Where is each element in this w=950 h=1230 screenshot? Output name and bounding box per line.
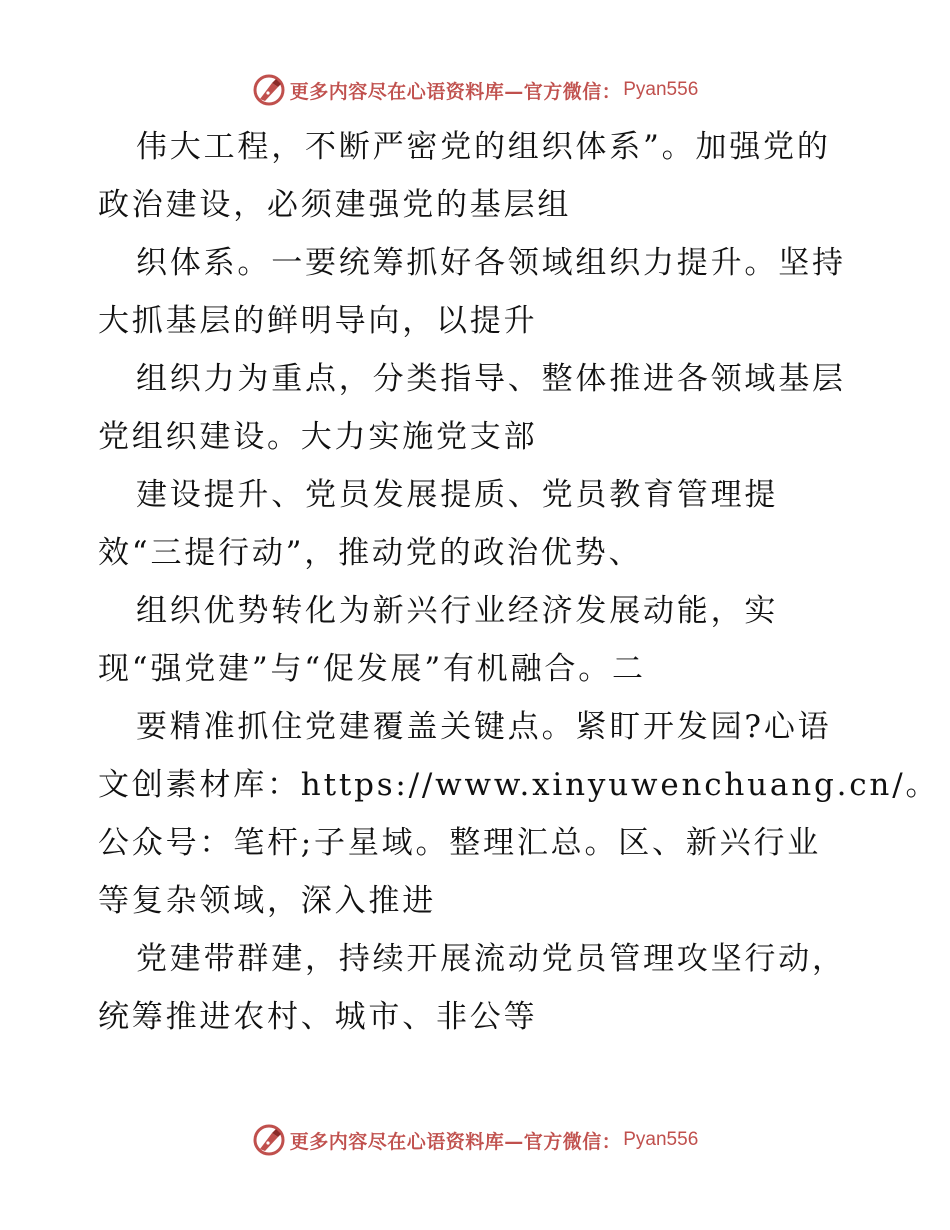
pen-nib-circle-icon [252,1123,286,1157]
text-line: 效“三提行动”，推动党的政治优势、 [98,535,643,571]
text-line: 要精准抓住党建覆盖关键点。紧盯开发园?心语 [136,709,832,745]
text-line: 统筹推进农村、城市、非公等 [98,999,538,1035]
footer-wechat-label: 官方微信： [523,1130,622,1153]
text-line: 党组织建设。大力实施党支部 [98,419,538,455]
header-banner-separator: — [504,80,524,103]
header-wechat-label: 官方微信： [523,80,622,103]
pen-nib-circle-icon [252,73,286,107]
text-line: 组织力为重点，分类指导、整体推进各领域基层 [136,361,846,397]
text-line: 现“强党建”与“促发展”有机融合。二 [98,651,646,687]
document-body [98,118,940,1046]
text-line: 等复杂领域，深入推进 [98,883,436,919]
text-line: 建设提升、党员发展提质、党员教育管理提 [136,477,779,513]
footer-wechat-id: Pyan556 [623,1129,699,1150]
footer-banner-separator: — [504,1130,524,1153]
text-line: 政治建设，必须建强党的基层组 [98,187,572,223]
header-wechat-id: Pyan556 [623,79,699,100]
text-line: 伟大工程，不断严密党的组织体系”。加强党的 [136,129,831,165]
text-line: 公众号：笔杆;子星域。整理汇总。区、新兴行业 [98,825,822,861]
text-line: 党建带群建，持续开展流动党员管理攻坚行动， [136,941,846,977]
text-line: 组织优势转化为新兴行业经济发展动能，实 [136,593,779,629]
text-line: 大抓基层的鲜明导向，以提升 [98,303,538,339]
footer-banner-text [290,1127,622,1154]
footer-banner-title: 更多内容尽在心语资料库 [289,1130,505,1153]
text-line: 文创素材库：https://www.xinyuwenchuang.cn/。 [98,767,940,803]
header-banner [0,70,950,110]
footer-banner [0,1120,950,1160]
header-banner-title: 更多内容尽在心语资料库 [289,80,505,103]
text-line: 织体系。一要统筹抓好各领域组织力提升。坚持 [136,245,846,281]
header-banner-text [290,77,622,104]
